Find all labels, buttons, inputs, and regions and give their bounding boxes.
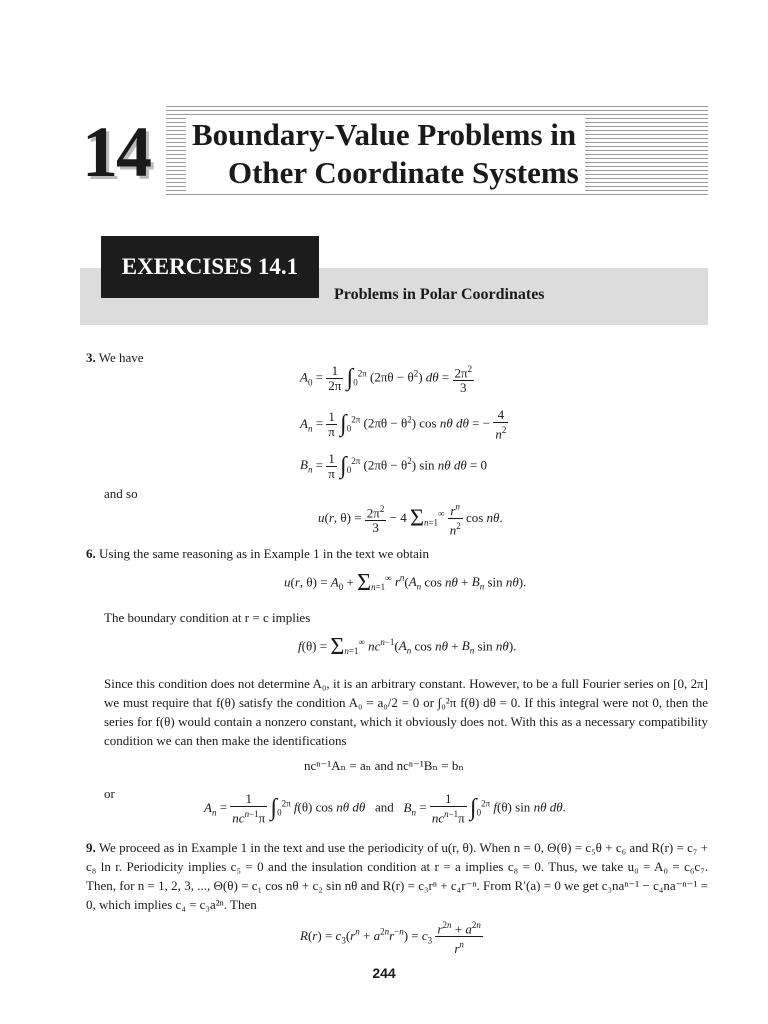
page-number: 244: [372, 965, 396, 981]
problem-9-paragraph: 9. We proceed as in Example 1 in the text and use the periodicity of u(r, θ). When n = 0, Θ(θ) = c₅θ + c₆ and R(r) = c₇ + c₈ ln r. Periodicity implies c₅ = 0 and the insulation condition at r = a implies c₈ = 0. Thus, we take u₀ = A₀ = c₆c₇. Then, for n = 1, 2, 3, ..., Θ(θ) = c₁ cos nθ + c₂ sin nθ and R(r) = c₃rⁿ + c₄r⁻ⁿ. From R′(a) = 0 we get c₃naⁿ⁻¹ − c₄na⁻ⁿ⁻¹ = 0, which implies c₄ = c₃a²ⁿ. Then: [86, 840, 709, 912]
problem-6-line2: The boundary condition at r = c implies: [104, 610, 311, 625]
equation-An-Bn-integrals: $A_n$ = $\frac{1}{nc^{n-1}\pi}$ $\int_0^{2\pi}$ f(θ) cos nθ dθ and $B_n$ = $\frac{1}{nc^{n-1}\pi}$ $\int_0^{2\pi}$ f(θ) sin nθ dθ.: [204, 791, 566, 826]
problem-3-intro: 3. We have: [86, 350, 144, 365]
equation-An: $A_n$ = $\frac{1}{\pi}$ $\int_0^{2\pi}$ $(2\pi\theta - \theta^2)$ cos nθ dθ = − $\frac{4}{n^2}$: [300, 407, 507, 442]
exercises-label: EXERCISES 14.1: [101, 236, 319, 298]
problem-6-number: 6.: [86, 546, 96, 561]
equation-R-r: $R(r) = c_3(r^n + a^{2n}r^{-n}) = c_3$ $\frac{r^{2n} + a^{2n}}{r^n}$: [300, 920, 481, 956]
chapter-number: 14: [82, 112, 150, 192]
problem-6-line1: 6. Using the same reasoning as in Example 1 in the text we obtain: [86, 546, 429, 561]
problem-3-andso: and so: [104, 486, 138, 501]
equation-Bn: $B_n$ = $\frac{1}{\pi}$ $\int_0^{2\pi}$ $(2\pi\theta - \theta^2)$ sin nθ dθ = 0: [300, 451, 488, 481]
section-title: Problems in Polar Coordinates: [334, 286, 545, 303]
equation-u-solution: u(r, θ) = $\frac{2\pi^2}{3}$ − 4 $\Sigma_{n=1}^\infty$ $\frac{r^n}{n^2}$ cos nθ.: [318, 502, 503, 538]
chapter-title-line2: Other Coordinate Systems: [228, 155, 579, 190]
problem-6-paragraph: Since this condition does not determine A₀, it is an arbitrary constant. However, to be a full Fourier series on [0, 2π] we must require that f(θ) satisfy the condition A₀ = a₀/2 = 0 or ∫₀²π f(θ) dθ = 0. If this integral were not 0, then the series for f(θ) would contain a nonzero constant, which it obviously does not. With this as a necessary compatibility condition we can then make the identifications: [104, 676, 708, 748]
chapter-title-line1: Boundary-Value Problems in: [192, 117, 577, 152]
equation-identifications: ncⁿ⁻¹Aₙ = aₙ and ncⁿ⁻¹Bₙ = bₙ: [304, 758, 465, 773]
problem-9-number: 9.: [86, 840, 96, 855]
equation-u-series: u(r, $\theta) = A_0 + \Sigma_{n=1}^\infty$ $r^n(A_n$ $\cos n\theta + B_n$ sin nθ).: [284, 570, 527, 596]
equation-A0: $A_0$ = $\frac{1}{2\pi}$ $\int_0^{2\pi}$ $(2\pi\theta - \theta^2)$ dθ = $\frac{2\pi^2}{3}$: [300, 363, 473, 396]
chapter-title: [186, 116, 585, 192]
equation-f-theta: $f(\theta) = \Sigma_{n=1}^\infty$ $nc^{n-1}(A_n$ $\cos n\theta + B_n$ sin nθ).: [298, 634, 517, 660]
problem-6-or: or: [104, 786, 115, 801]
problem-3-number: 3.: [86, 350, 96, 365]
